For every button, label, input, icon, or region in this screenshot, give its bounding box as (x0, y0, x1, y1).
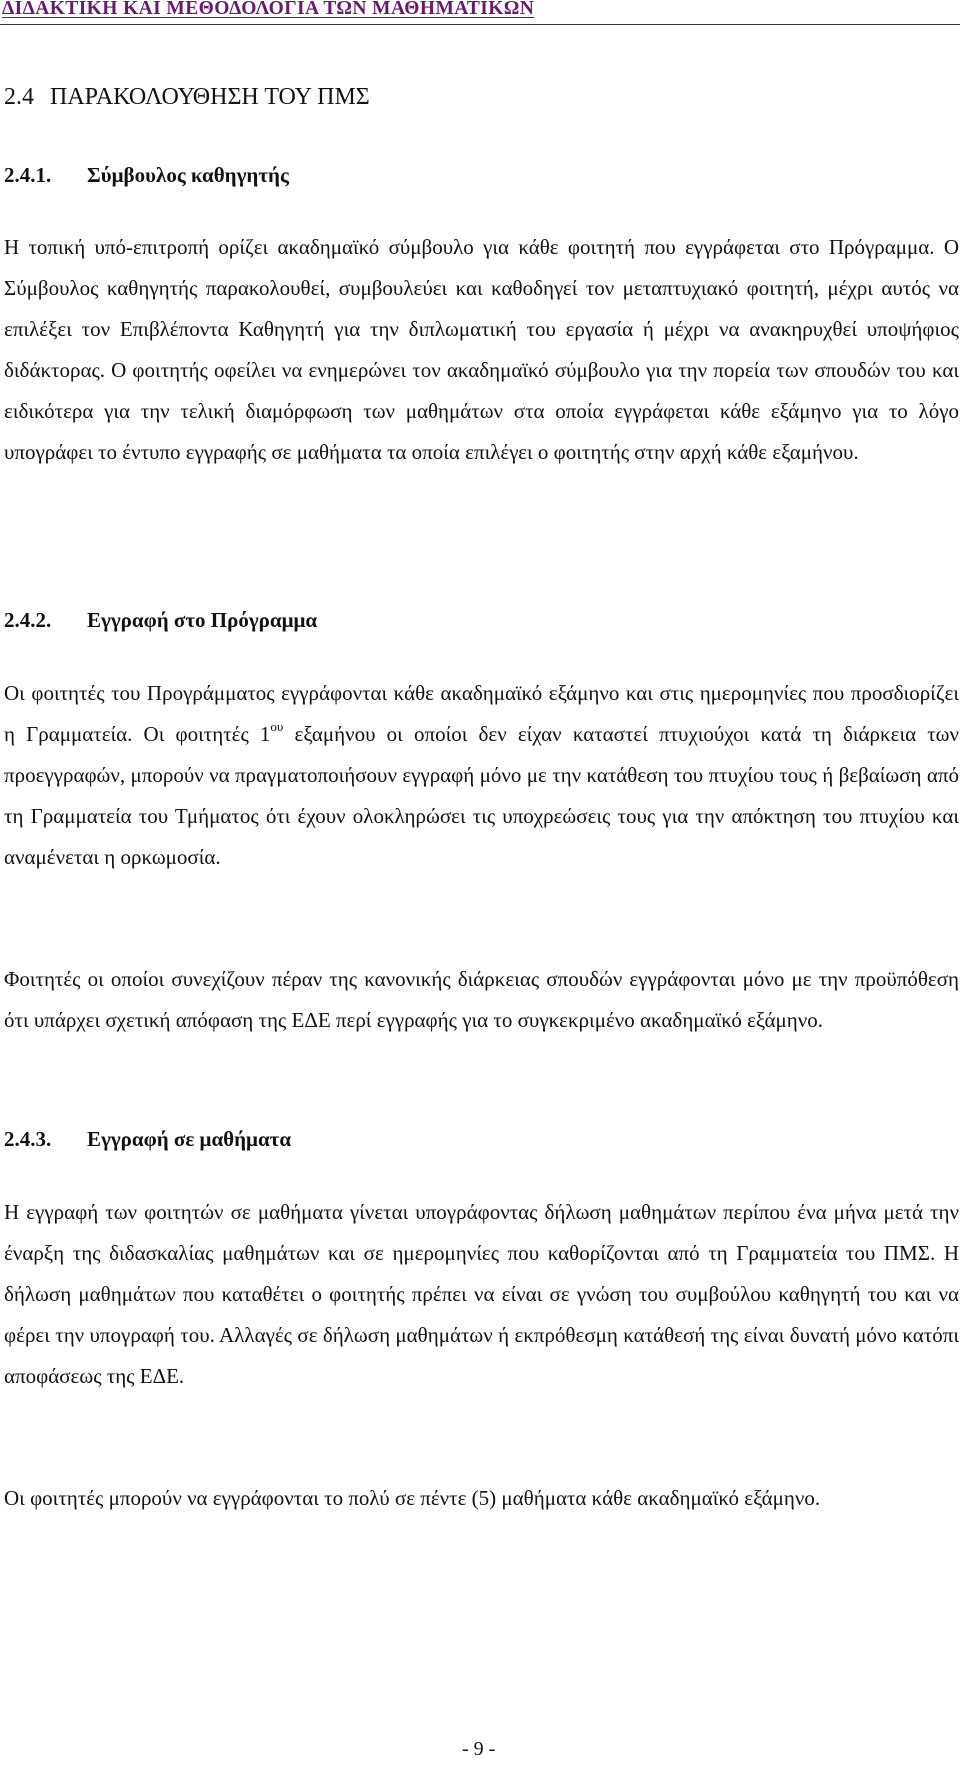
subsection-heading-2-4-2 (4, 608, 317, 633)
subsection-title: Εγγραφή στο Πρόγραμμα (87, 608, 318, 632)
paragraph-registration-part2: εξαμήνου οι οποίοι δεν είχαν καταστεί πτυχιούχοι κατά τη διάρκεια των προεγγραφών, μπορούν να πραγματοποιήσουν εγγραφή μόνο με την κατάθεση του πτυχίου τους ή βεβαίωση από τη Γραμματεία του Τμήματος ότι έχουν ολοκληρώσει τις υποχρεώσεις τους για την απόκτηση του πτυχίου και αναμένεται η ορκωμοσία. (4, 722, 959, 869)
paragraph-extended-studies: Φοιτητές οι οποίοι συνεχίζουν πέραν της κανονικής διάρκειας σπουδών εγγράφονται μόνο με την προϋπόθεση ότι υπάρχει σχετική απόφαση της ΕΔΕ περί εγγραφής για το συγκεκριμένο ακαδημαϊκό εξάμηνο. (4, 967, 959, 1032)
section-title: ΠΑΡΑΚΟΛΟΥΘΗΣΗ ΤΟΥ ΠΜΣ (50, 84, 370, 110)
subsection-title: Εγγραφή σε μαθήματα (87, 1127, 292, 1151)
section-number: 2.4 (4, 84, 34, 110)
paragraph-advisor: Η τοπική υπό-επιτροπή ορίζει ακαδημαϊκό σύμβουλο για κάθε φοιτητή που εγγράφεται στο Πρόγραμμα. Ο Σύμβουλος καθηγητής παρακολουθεί, συμβουλεύει και καθοδηγεί τον μεταπτυχιακό φοιτητή, μέχρι αυτός να επιλέξει τον Επιβλέποντα Καθηγητή για την διπλωματική του εργασία ή μέχρι να ανακηρυχθεί υποψήφιος διδάκτορας. Ο φοιτητής οφείλει να ενημερώνει τον ακαδημαϊκό σύμβουλο για την πορεία των σπουδών του και ειδικότερα για την τελική διαμόρφωση των μαθημάτων στα οποία εγγράφεται κάθε εξάμηνο για το λόγο υπογράφει το έντυπο εγγραφής σε μαθήματα τα οποία επιλέγει ο φοιτητής στην αρχή κάθε εξαμήνου. (4, 235, 959, 464)
subsection-title: Σύμβουλος καθηγητής (87, 163, 289, 187)
subsection-number: 2.4.2. (4, 608, 52, 632)
ordinal-superscript: ου (270, 719, 284, 734)
subsection-heading-2-4-3 (4, 1127, 291, 1152)
subsection-number: 2.4.1. (4, 163, 52, 187)
subsection-number: 2.4.3. (4, 1127, 52, 1151)
paragraph-registration (4, 673, 959, 878)
paragraph-course-limit: Οι φοιτητές μπορούν να εγγράφονται το πολύ σε πέντε (5) μαθήματα κάθε ακαδημαϊκό εξάμηνο. (4, 1486, 821, 1510)
running-header: ΔΙΔΑΚΤΙΚΗ ΚΑΙ ΜΕΘΟΔΟΛΟΓΙΑ ΤΩΝ ΜΑΘΗΜΑΤΙΚΩΝ (2, 0, 535, 19)
subsection-heading-2-4-1 (4, 163, 289, 188)
header-rule (0, 24, 960, 25)
paragraph-registration-part1: Οι φοιτητές του Προγράμματος εγγράφονται κάθε ακαδημαϊκό εξάμηνο και στις ημερομηνίες που προσδιορίζει η Γραμματεία. Οι φοιτητές 1 (4, 681, 959, 746)
paragraph-course-registration: Η εγγραφή των φοιτητών σε μαθήματα γίνεται υπογράφοντας δήλωση μαθημάτων περίπου ένα μήνα μετά την έναρξη της διδασκαλίας μαθημάτων και σε ημερομηνίες που καθορίζονται από τη Γραμματεία του ΠΜΣ. Η δήλωση μαθημάτων που καταθέτει ο φοιτητής πρέπει να είναι σε γνώση του συμβούλου καθηγητή του και να φέρει την υπογραφή του. Αλλαγές σε δήλωση μαθημάτων ή εκπρόθεσμη κατάθεσή της είναι δυνατή μόνο κατόπι αποφάσεως της ΕΔΕ. (4, 1200, 959, 1388)
section-heading (4, 84, 370, 111)
page-number: - 9 - (462, 1738, 496, 1760)
